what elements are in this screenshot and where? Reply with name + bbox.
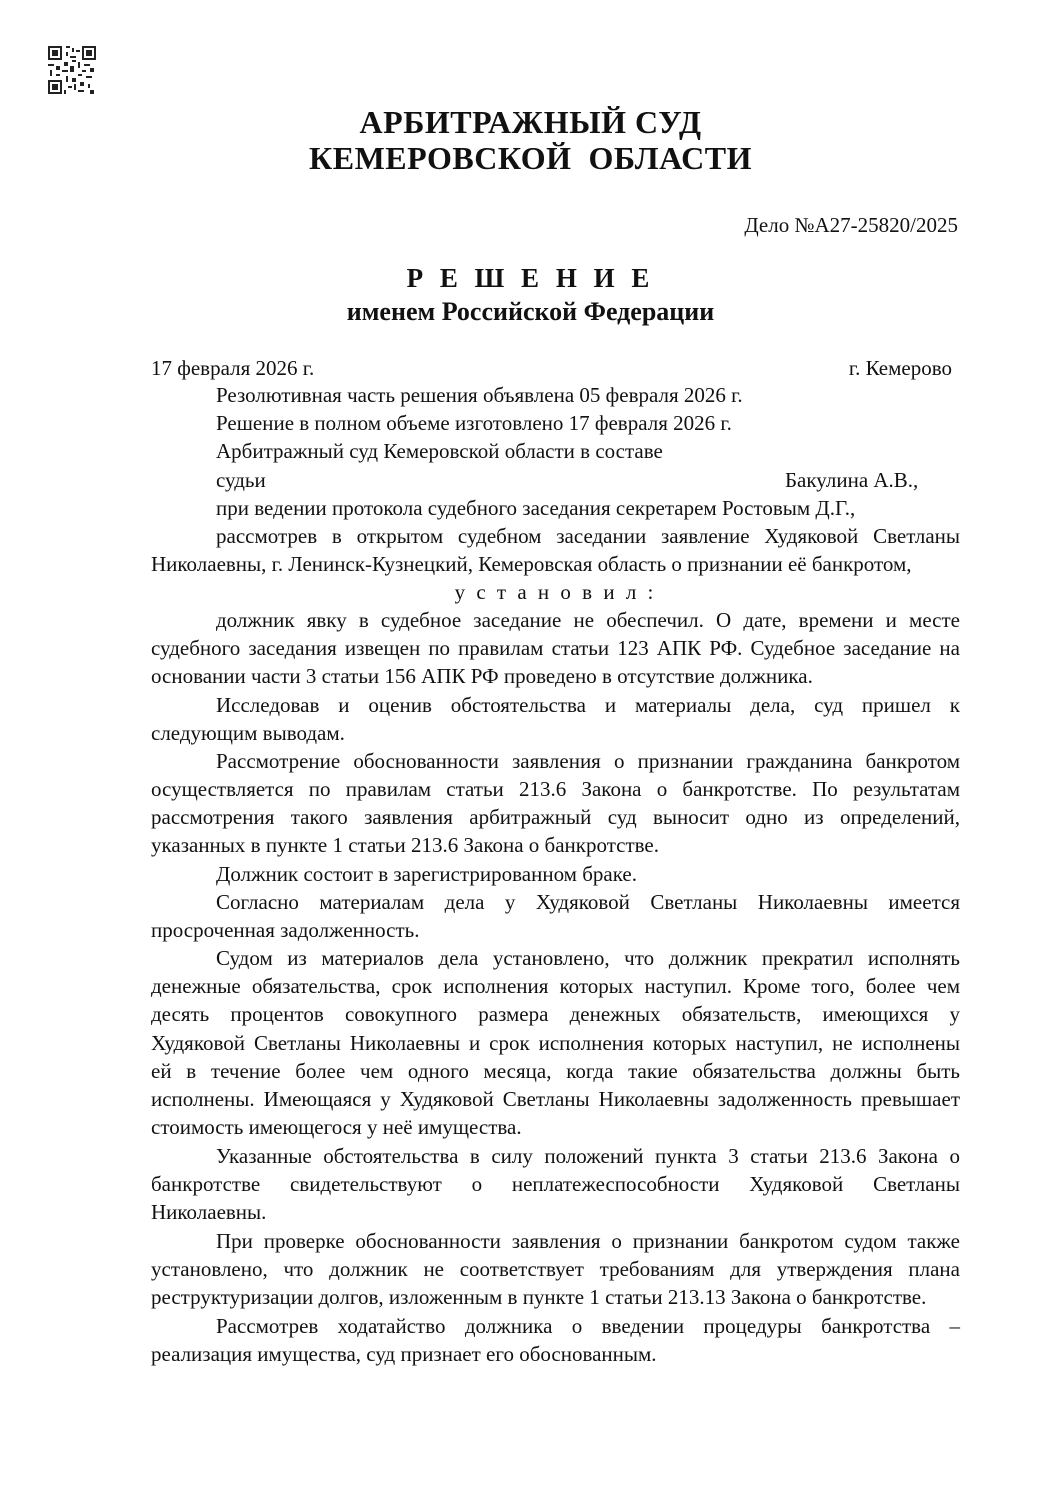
paragraph-line: следующим выводам. xyxy=(151,721,345,745)
decision-title: Р Е Ш Е Н И Е xyxy=(406,263,655,293)
court-name-line2: КЕМЕРОВСКОЙ ОБЛАСТИ xyxy=(309,140,752,176)
case-number: Дело №А27-25820/2025 xyxy=(744,213,958,237)
paragraph-line: десять процентов совокупного размера денежных обязательств, имеющихся у xyxy=(151,1002,960,1026)
decision-subtitle: именем Российской Федерации xyxy=(346,297,715,326)
qr-code-icon xyxy=(48,46,96,94)
paragraph-line: исполнены. Имеющаяся у Худяковой Светланы Николаевны задолженность превышает xyxy=(151,1087,960,1111)
decision-date: 17 февраля 2026 г. xyxy=(151,356,315,380)
paragraph-line: рассмотрения такого заявления арбитражный суд выносит одно из определений, xyxy=(151,805,960,829)
paragraph-line: реализация имущества, суд признает его обоснованным. xyxy=(151,1342,657,1366)
paragraph-line: указанных в пункте 1 статьи 213.6 Закона о банкротстве. xyxy=(151,833,659,857)
paragraph-line: Согласно материалам дела у Худяковой Светланы Николаевны имеется xyxy=(216,890,960,914)
court-composition-line: Арбитражный суд Кемеровской области в составе xyxy=(216,439,663,463)
judge-name: Бакулина А.В., xyxy=(785,468,919,492)
paragraph-line: судебного заседания извещен по правилам статьи 123 АПК РФ. Судебное заседание на xyxy=(151,636,960,660)
paragraph-line: При проверке обоснованности заявления о признании банкротом судом также xyxy=(216,1229,960,1253)
paragraph-line: Указанные обстоятельства в силу положений пункта 3 статьи 213.6 Закона о xyxy=(216,1144,960,1168)
decision-city: г. Кемерово xyxy=(848,356,952,380)
established-heading: у с т а н о в и л : xyxy=(454,580,657,604)
secretary-line: при ведении протокола судебного заседания секретарем Ростовым Д.Г., xyxy=(216,496,856,520)
judge-row xyxy=(216,466,960,494)
paragraph-line: Худяковой Светланы Николаевны и срок исполнения которых наступил, не исполнены xyxy=(151,1031,960,1055)
paragraph-line: Рассмотрение обоснованности заявления о признании гражданина банкротом xyxy=(216,749,960,773)
paragraph-line: Николаевны. xyxy=(151,1200,267,1224)
paragraph-line: реструктуризации долгов, изложенным в пункте 1 статьи 213.13 Закона о банкротстве. xyxy=(151,1285,927,1309)
paragraph-line: Должник состоит в зарегистрированном браке. xyxy=(216,862,637,886)
paragraph-line: должник явку в судебное заседание не обеспечил. О дате, времени и месте xyxy=(216,608,960,632)
judge-label: судьи xyxy=(216,468,266,492)
paragraph-line: стоимость имеющегося у неё имущества. xyxy=(151,1115,522,1139)
paragraph-line: просроченная задолженность. xyxy=(151,918,420,942)
paragraph-line: рассмотрев в открытом судебном заседании заявление Худяковой Светланы xyxy=(216,524,960,548)
paragraph-line: банкротстве свидетельствуют о неплатежеспособности Худяковой Светланы xyxy=(151,1172,960,1196)
court-name-line1: АРБИТРАЖНЫЙ СУД xyxy=(359,104,702,140)
date-city-row xyxy=(151,354,960,382)
resolution-line: Резолютивная часть решения объявлена 05 февраля 2026 г. xyxy=(216,383,743,407)
paragraph-line: Исследовав и оценив обстоятельства и материалы дела, суд пришел к xyxy=(216,693,960,717)
paragraph-line: основании части 3 статьи 156 АПК РФ проведено в отсутствие должника. xyxy=(151,664,813,688)
paragraph-line: осуществляется по правилам статьи 213.6 Закона о банкротстве. По результатам xyxy=(151,777,960,801)
paragraph-line: Николаевны, г. Ленинск-Кузнецкий, Кемеровская область о признании её банкротом, xyxy=(151,552,912,576)
paragraph-line: Рассмотрев ходатайство должника о введении процедуры банкротства – xyxy=(216,1314,960,1338)
paragraph-line: ей в течение более чем одного месяца, когда такие обязательства должны быть xyxy=(151,1059,960,1083)
paragraph-line: денежные обязательства, срок исполнения которых наступил. Кроме того, более чем xyxy=(151,974,960,998)
full-decision-line: Решение в полном объеме изготовлено 17 февраля 2026 г. xyxy=(216,411,732,435)
paragraph-line: Судом из материалов дела установлено, что должник прекратил исполнять xyxy=(216,946,960,970)
paragraph-line: установлено, что должник не соответствует требованиям для утверждения плана xyxy=(151,1257,960,1281)
